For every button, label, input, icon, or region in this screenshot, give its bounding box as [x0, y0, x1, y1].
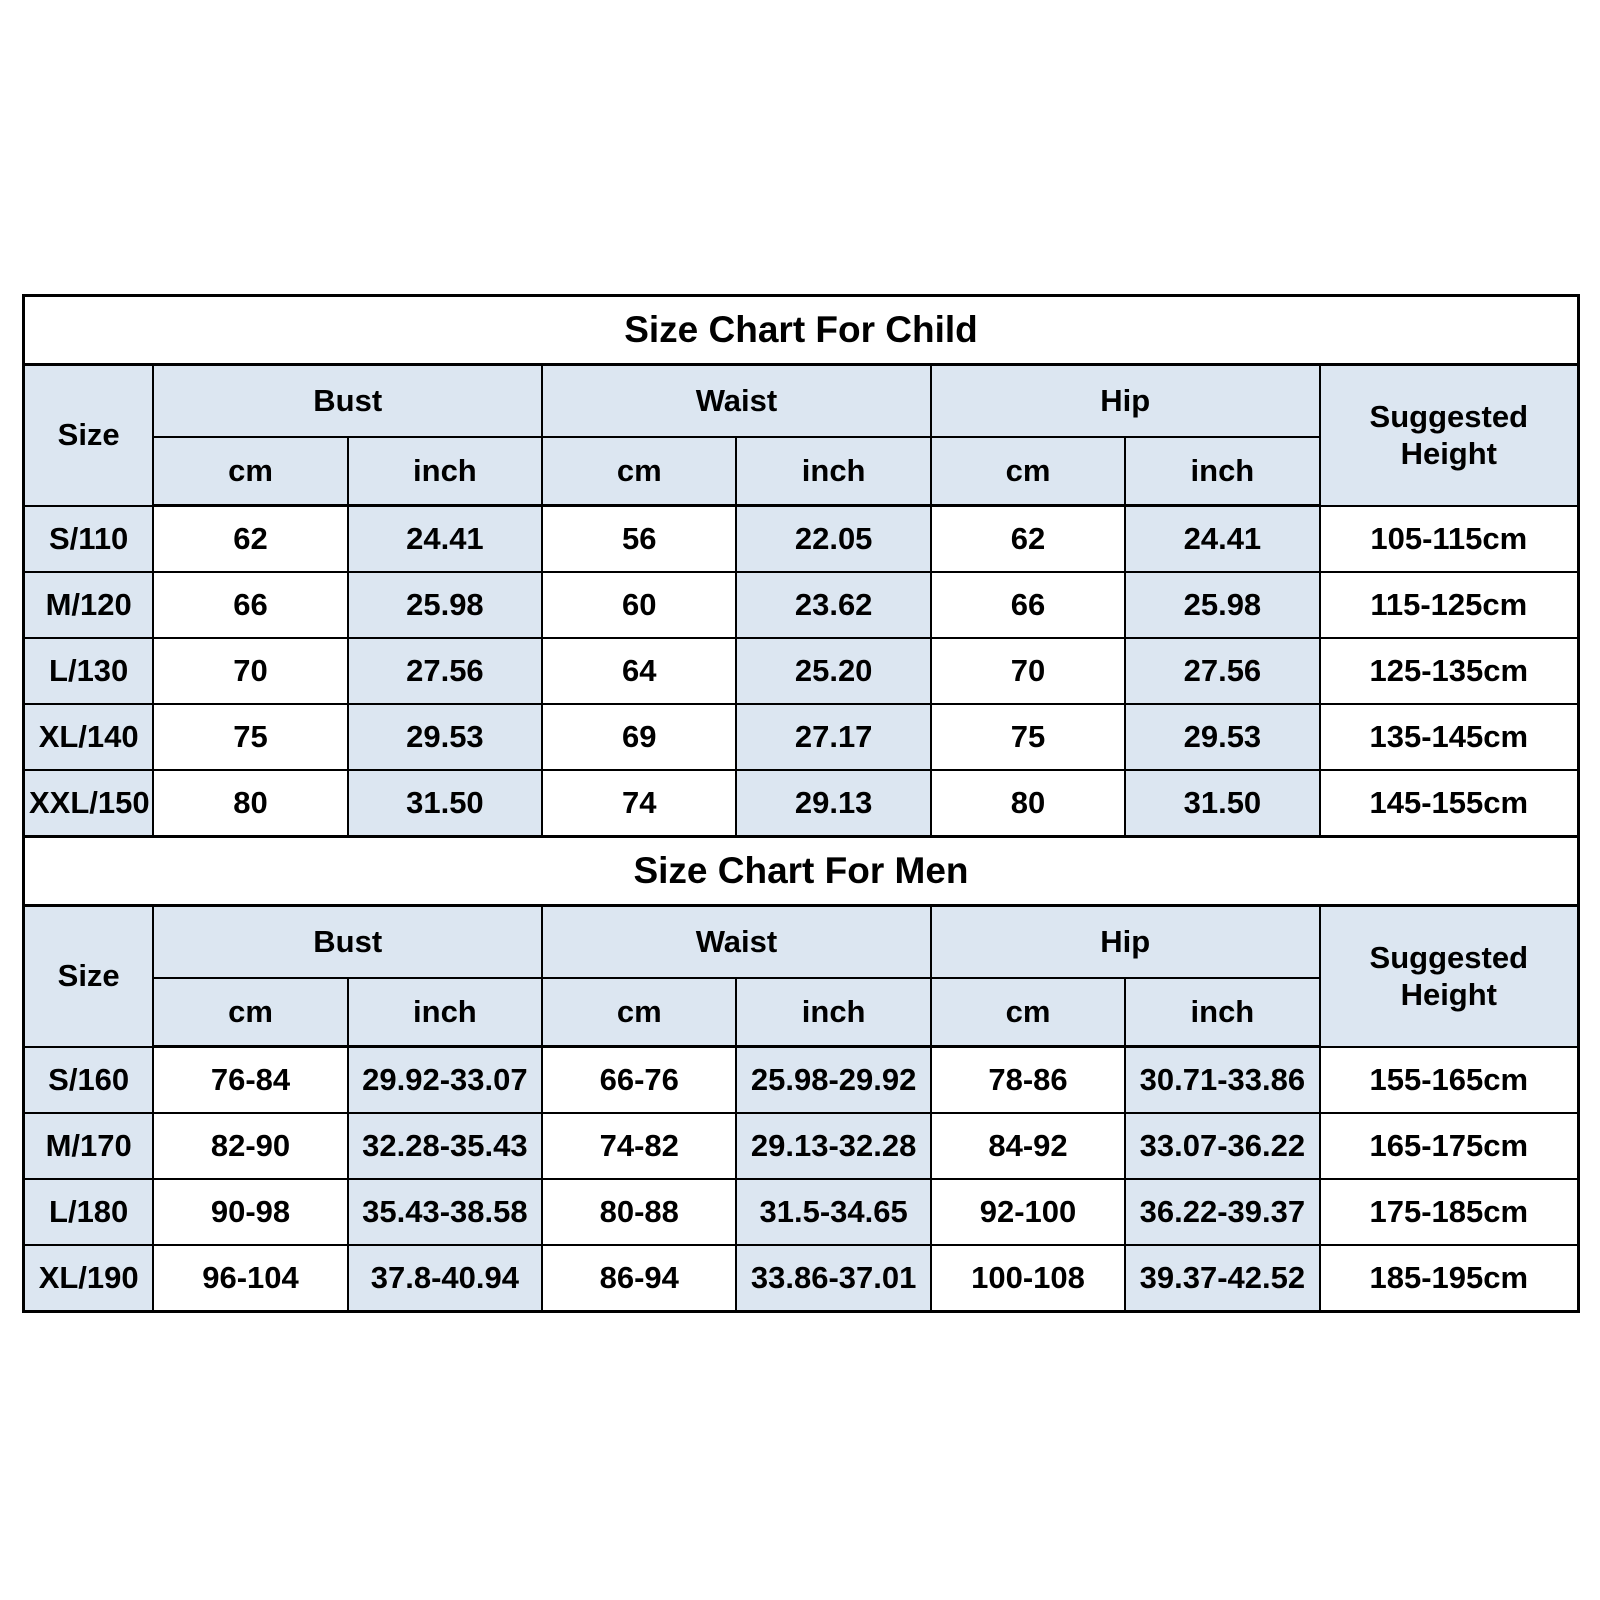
- cell-waist-cm: 69: [542, 704, 736, 770]
- cell-hip-cm: 75: [931, 704, 1125, 770]
- cell-waist-inch: 27.17: [736, 704, 930, 770]
- child-row-m120: [24, 572, 1579, 638]
- child-header-waist: Waist: [542, 365, 931, 438]
- men-row-xl190: [24, 1245, 1579, 1312]
- cell-hip-cm: 62: [931, 506, 1125, 573]
- cell-size: M/170: [24, 1113, 154, 1179]
- cell-size: XXL/150: [24, 770, 154, 837]
- cell-bust-cm: 80: [153, 770, 347, 837]
- men-row-s160: [24, 1047, 1579, 1114]
- men-header-bust-cm: cm: [153, 978, 347, 1047]
- cell-hip-cm: 84-92: [931, 1113, 1125, 1179]
- child-row-s110: [24, 506, 1579, 573]
- cell-bust-inch: 32.28-35.43: [348, 1113, 542, 1179]
- child-header-hip-inch: inch: [1125, 437, 1319, 506]
- cell-hip-inch: 27.56: [1125, 638, 1319, 704]
- cell-suggested-height: 125-135cm: [1320, 638, 1579, 704]
- men-header-hip-inch: inch: [1125, 978, 1319, 1047]
- cell-bust-inch: 24.41: [348, 506, 542, 573]
- cell-waist-cm: 56: [542, 506, 736, 573]
- men-table-title-row: [24, 837, 1579, 906]
- size-chart-table: [22, 294, 1580, 1313]
- cell-hip-cm: 78-86: [931, 1047, 1125, 1114]
- child-header-bust: Bust: [153, 365, 542, 438]
- child-table-title: Size Chart For Child: [24, 296, 1579, 365]
- cell-size: L/130: [24, 638, 154, 704]
- cell-hip-inch: 25.98: [1125, 572, 1319, 638]
- child-table-title-row: [24, 296, 1579, 365]
- child-header-bust-cm: cm: [153, 437, 347, 506]
- men-header-waist-cm: cm: [542, 978, 736, 1047]
- cell-waist-inch: 29.13-32.28: [736, 1113, 930, 1179]
- cell-size: S/160: [24, 1047, 154, 1114]
- cell-waist-inch: 31.5-34.65: [736, 1179, 930, 1245]
- child-header-waist-cm: cm: [542, 437, 736, 506]
- cell-bust-cm: 66: [153, 572, 347, 638]
- cell-waist-cm: 86-94: [542, 1245, 736, 1312]
- cell-suggested-height: 175-185cm: [1320, 1179, 1579, 1245]
- men-header-hip: Hip: [931, 906, 1320, 979]
- cell-suggested-height: 165-175cm: [1320, 1113, 1579, 1179]
- cell-size: XL/140: [24, 704, 154, 770]
- cell-waist-inch: 33.86-37.01: [736, 1245, 930, 1312]
- cell-bust-cm: 62: [153, 506, 347, 573]
- child-header-waist-inch: inch: [736, 437, 930, 506]
- men-header-bust: Bust: [153, 906, 542, 979]
- cell-hip-inch: 39.37-42.52: [1125, 1245, 1319, 1312]
- cell-size: XL/190: [24, 1245, 154, 1312]
- cell-bust-inch: 37.8-40.94: [348, 1245, 542, 1312]
- cell-hip-cm: 70: [931, 638, 1125, 704]
- child-row-xxl150: [24, 770, 1579, 837]
- cell-waist-cm: 74: [542, 770, 736, 837]
- cell-bust-cm: 76-84: [153, 1047, 347, 1114]
- cell-bust-inch: 31.50: [348, 770, 542, 837]
- cell-suggested-height: 155-165cm: [1320, 1047, 1579, 1114]
- cell-hip-cm: 92-100: [931, 1179, 1125, 1245]
- cell-suggested-height: 115-125cm: [1320, 572, 1579, 638]
- cell-waist-cm: 74-82: [542, 1113, 736, 1179]
- cell-waist-cm: 60: [542, 572, 736, 638]
- men-header-bust-inch: inch: [348, 978, 542, 1047]
- cell-waist-inch: 29.13: [736, 770, 930, 837]
- cell-size: M/120: [24, 572, 154, 638]
- men-header-size: Size: [24, 906, 154, 1047]
- child-header-size: Size: [24, 365, 154, 506]
- cell-bust-cm: 70: [153, 638, 347, 704]
- cell-hip-inch: 31.50: [1125, 770, 1319, 837]
- cell-waist-cm: 80-88: [542, 1179, 736, 1245]
- cell-hip-cm: 66: [931, 572, 1125, 638]
- men-row-l180: [24, 1179, 1579, 1245]
- child-header-bust-inch: inch: [348, 437, 542, 506]
- cell-bust-cm: 75: [153, 704, 347, 770]
- cell-bust-cm: 96-104: [153, 1245, 347, 1312]
- cell-size: L/180: [24, 1179, 154, 1245]
- child-header-group-row: [24, 365, 1579, 438]
- cell-suggested-height: 145-155cm: [1320, 770, 1579, 837]
- cell-hip-inch: 36.22-39.37: [1125, 1179, 1319, 1245]
- cell-hip-inch: 24.41: [1125, 506, 1319, 573]
- child-header-hip-cm: cm: [931, 437, 1125, 506]
- cell-bust-cm: 90-98: [153, 1179, 347, 1245]
- cell-bust-inch: 35.43-38.58: [348, 1179, 542, 1245]
- child-row-l130: [24, 638, 1579, 704]
- men-row-m170: [24, 1113, 1579, 1179]
- cell-suggested-height: 105-115cm: [1320, 506, 1579, 573]
- cell-waist-inch: 25.98-29.92: [736, 1047, 930, 1114]
- child-header-suggested-height: Suggested Height: [1320, 365, 1579, 506]
- cell-bust-cm: 82-90: [153, 1113, 347, 1179]
- cell-waist-cm: 64: [542, 638, 736, 704]
- child-row-xl140: [24, 704, 1579, 770]
- men-header-suggested-height: Suggested Height: [1320, 906, 1579, 1047]
- cell-waist-inch: 22.05: [736, 506, 930, 573]
- men-header-hip-cm: cm: [931, 978, 1125, 1047]
- cell-size: S/110: [24, 506, 154, 573]
- men-header-waist: Waist: [542, 906, 931, 979]
- men-table-title: Size Chart For Men: [24, 837, 1579, 906]
- cell-suggested-height: 135-145cm: [1320, 704, 1579, 770]
- cell-waist-cm: 66-76: [542, 1047, 736, 1114]
- cell-bust-inch: 25.98: [348, 572, 542, 638]
- cell-waist-inch: 23.62: [736, 572, 930, 638]
- men-header-group-row: [24, 906, 1579, 979]
- cell-waist-inch: 25.20: [736, 638, 930, 704]
- cell-bust-inch: 29.53: [348, 704, 542, 770]
- cell-bust-inch: 29.92-33.07: [348, 1047, 542, 1114]
- men-header-waist-inch: inch: [736, 978, 930, 1047]
- cell-bust-inch: 27.56: [348, 638, 542, 704]
- cell-hip-cm: 80: [931, 770, 1125, 837]
- cell-hip-inch: 33.07-36.22: [1125, 1113, 1319, 1179]
- cell-hip-inch: 30.71-33.86: [1125, 1047, 1319, 1114]
- cell-suggested-height: 185-195cm: [1320, 1245, 1579, 1312]
- cell-hip-cm: 100-108: [931, 1245, 1125, 1312]
- child-header-hip: Hip: [931, 365, 1320, 438]
- cell-hip-inch: 29.53: [1125, 704, 1319, 770]
